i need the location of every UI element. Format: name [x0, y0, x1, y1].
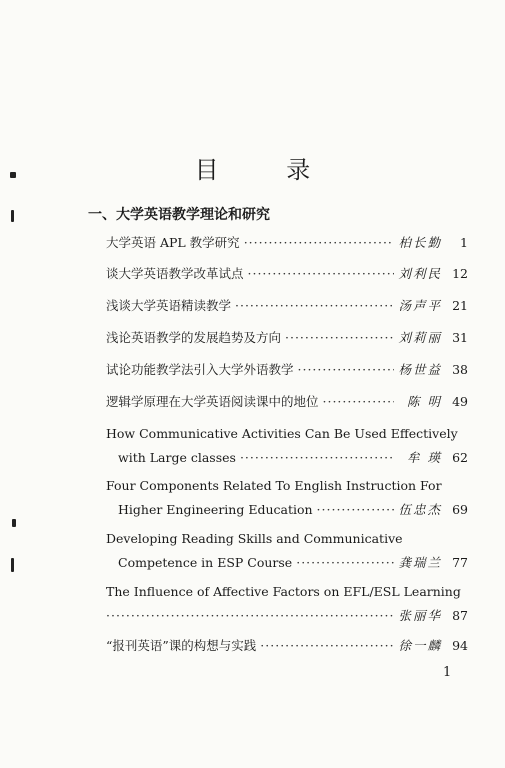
scan-speck — [10, 172, 16, 178]
dot-leader — [244, 231, 394, 255]
section-heading: 一、大学英语教学理论和研究 — [88, 207, 270, 223]
toc-entry[interactable] — [106, 326, 468, 350]
toc-entry[interactable] — [106, 474, 468, 522]
entry-author: 刘利民 — [398, 266, 442, 281]
entry-title: 大学英语 APL 教学研究 — [106, 235, 240, 250]
entry-title: 浅谈大学英语精读教学 — [106, 298, 232, 313]
toc-entry[interactable] — [106, 262, 468, 286]
entry-author: 刘莉丽 — [398, 330, 442, 345]
entry-author: 陈 明 — [407, 394, 442, 409]
entry-page: 1 — [460, 235, 468, 250]
entry-author: 汤声平 — [398, 298, 442, 313]
toc-entry[interactable] — [106, 580, 468, 628]
entry-page: 69 — [452, 502, 468, 517]
entry-title-continued: Higher Engineering Education — [118, 502, 313, 517]
toc-entry[interactable] — [106, 390, 468, 414]
entry-page: 77 — [452, 555, 468, 570]
entry-title: 逻辑学原理在大学英语阅读课中的地位 — [106, 394, 319, 409]
entry-page: 38 — [452, 362, 468, 377]
toc-entry[interactable] — [106, 422, 468, 470]
entry-author: 徐一麟 — [398, 638, 442, 653]
entry-title: 谈大学英语教学改革试点 — [106, 266, 244, 281]
entry-title: Developing Reading Skills and Communicative — [106, 531, 403, 546]
scan-speck — [12, 519, 16, 527]
dot-leader — [106, 604, 394, 628]
dot-leader — [235, 294, 394, 318]
dot-leader — [323, 390, 394, 414]
entry-page: 87 — [452, 608, 468, 623]
entry-title: The Influence of Affective Factors on EFL/ESL Learning — [106, 584, 461, 599]
page-number: 1 — [443, 665, 452, 680]
dot-leader — [298, 358, 394, 382]
scan-speck — [11, 558, 14, 572]
toc-entry[interactable] — [106, 527, 468, 575]
dot-leader — [317, 498, 394, 522]
entry-page: 12 — [452, 266, 468, 281]
entry-page: 62 — [452, 450, 468, 465]
dot-leader — [248, 262, 394, 286]
toc-entry[interactable] — [106, 231, 468, 255]
entry-title: 浅论英语教学的发展趋势及方向 — [106, 330, 282, 345]
entry-title: Four Components Related To English Instruction For — [106, 478, 442, 493]
entry-title-continued: with Large classes — [118, 450, 236, 465]
toc-entry[interactable] — [106, 358, 468, 382]
page-title: 目 录 — [194, 156, 341, 184]
entry-page: 21 — [452, 298, 468, 313]
entry-author: 杨世益 — [398, 362, 442, 377]
dot-leader — [260, 634, 394, 658]
entry-page: 31 — [452, 330, 468, 345]
scan-speck — [11, 210, 14, 222]
entry-title: How Communicative Activities Can Be Used Effectively — [106, 426, 458, 441]
entry-author: 牟 瑛 — [407, 450, 442, 465]
entry-page: 49 — [452, 394, 468, 409]
entry-author: 柏长勤 — [398, 235, 442, 250]
dot-leader — [285, 326, 394, 350]
entry-title: 试论功能教学法引入大学外语教学 — [106, 362, 294, 377]
dot-leader — [240, 446, 394, 470]
entry-author: 伍忠杰 — [398, 502, 442, 517]
dot-leader — [296, 551, 394, 575]
entry-page: 94 — [452, 638, 468, 653]
entry-title: “报刊英语”课的构想与实践 — [106, 638, 257, 653]
entry-author: 龚瑞兰 — [398, 555, 442, 570]
entry-author: 张丽华 — [398, 608, 442, 623]
entry-title-continued: Competence in ESP Course — [118, 555, 293, 570]
toc-entry[interactable] — [106, 294, 468, 318]
toc-entry[interactable] — [106, 634, 468, 658]
